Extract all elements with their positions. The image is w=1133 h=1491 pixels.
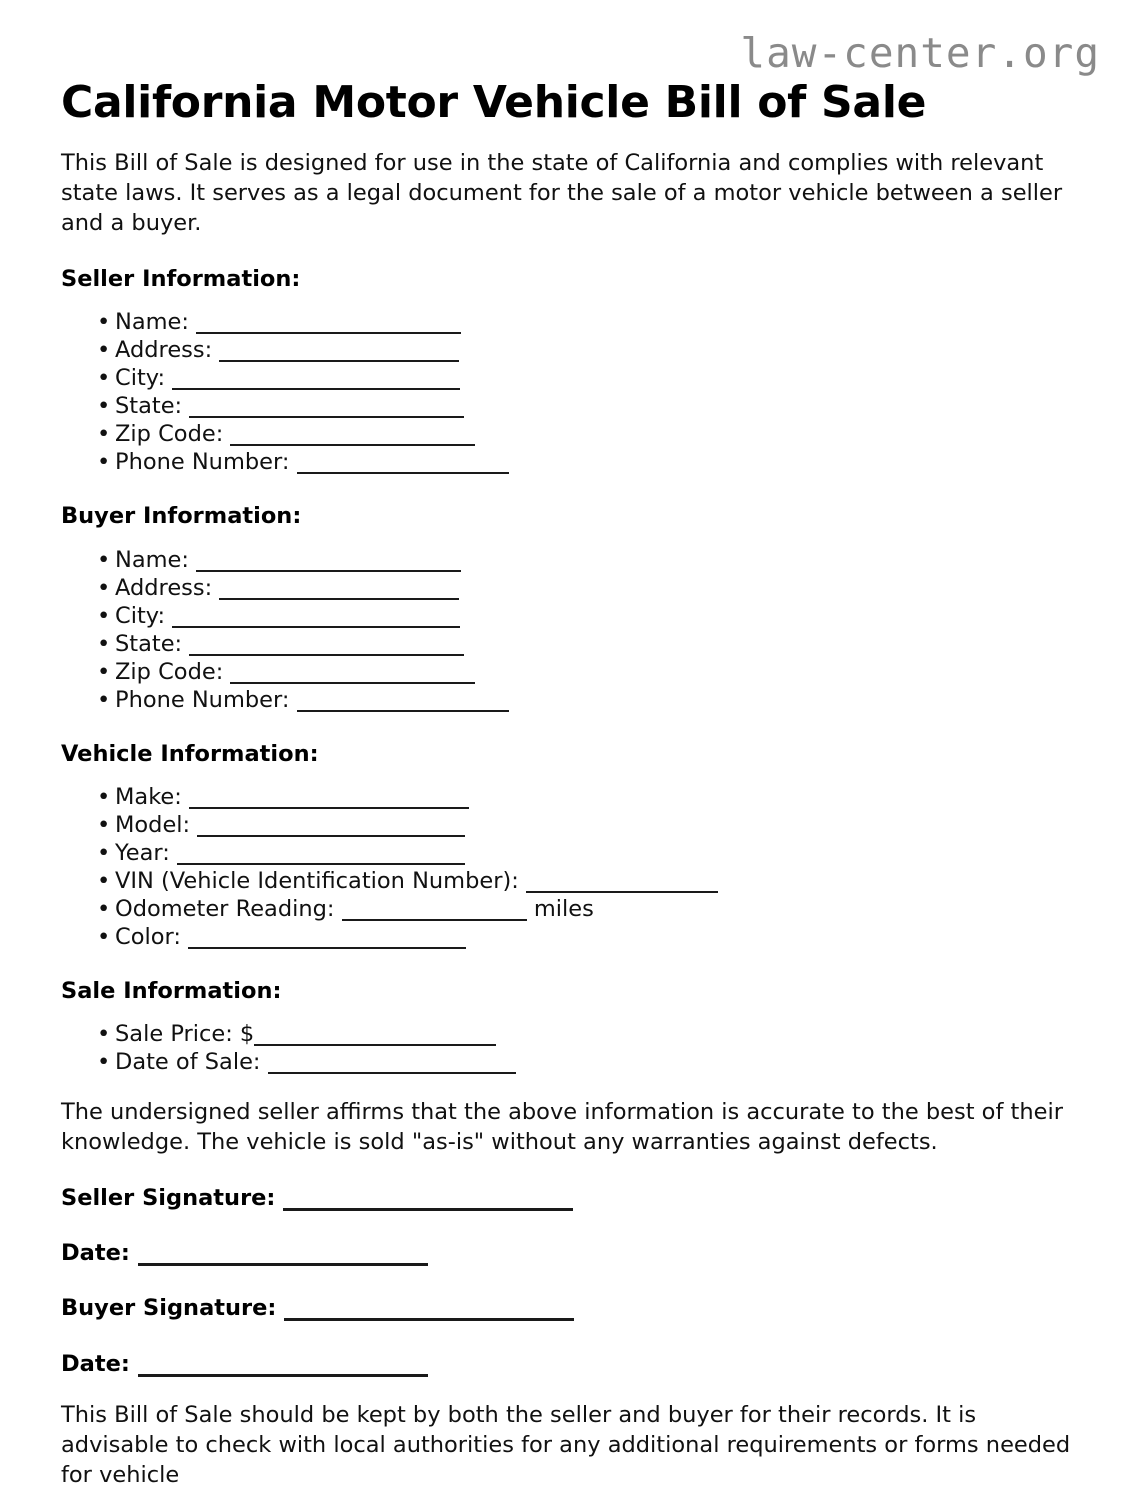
- signature-label: Buyer Signature:: [61, 1295, 277, 1322]
- bullet-icon: •: [97, 839, 111, 866]
- field-label: Address:: [115, 337, 213, 364]
- field-row: [61, 811, 1072, 839]
- field-label: Zip Code:: [115, 658, 224, 685]
- bullet-icon: •: [97, 546, 111, 573]
- field-row: [61, 364, 1072, 392]
- field-label: City:: [115, 602, 166, 629]
- field-label: State:: [115, 393, 183, 420]
- field-row: [61, 867, 1072, 895]
- bullet-icon: •: [97, 1021, 111, 1048]
- field-label: State:: [115, 630, 183, 657]
- buyer-field-list: [61, 546, 1072, 714]
- fill-in-blank[interactable]: [268, 1072, 516, 1074]
- signature-blank[interactable]: [138, 1374, 428, 1377]
- field-row: [61, 420, 1072, 448]
- field-label: Date of Sale:: [115, 1049, 261, 1076]
- bullet-icon: •: [97, 630, 111, 657]
- field-label: Model:: [115, 811, 191, 838]
- sale-field-list: [61, 1020, 1072, 1076]
- signature-row: [61, 1350, 1072, 1379]
- field-row: [61, 839, 1072, 867]
- site-watermark: law-center.org: [740, 29, 1100, 77]
- bullet-icon: •: [97, 1049, 111, 1076]
- bullet-icon: •: [97, 658, 111, 685]
- closing-paragraph: This Bill of Sale should be kept by both the seller and buyer for their records. It is advisable to check with local authorities for any additional requirements or forms needed for vehicle: [61, 1401, 1071, 1488]
- bullet-icon: •: [97, 337, 111, 364]
- fill-in-blank[interactable]: [297, 472, 509, 474]
- fill-in-blank[interactable]: [197, 835, 465, 837]
- field-row: [61, 923, 1072, 951]
- field-row: [61, 895, 1072, 923]
- field-row: [61, 336, 1072, 364]
- field-row: [61, 602, 1072, 630]
- fill-in-blank[interactable]: [177, 863, 465, 865]
- affirmation-paragraph: The undersigned seller affirms that the above information is accurate to the best of their knowledge. The vehicle is sold "as-is" without any warranties against defects.: [61, 1099, 1063, 1155]
- field-label: Address:: [115, 574, 213, 601]
- field-label: Phone Number:: [115, 686, 290, 713]
- bullet-icon: •: [97, 393, 111, 420]
- bullet-icon: •: [97, 923, 111, 950]
- field-label: City:: [115, 365, 166, 392]
- seller-field-list: [61, 308, 1072, 476]
- field-row: [61, 308, 1072, 336]
- field-row: [61, 783, 1072, 811]
- field-label: Zip Code:: [115, 421, 224, 448]
- bullet-icon: •: [97, 867, 111, 894]
- signature-block: [61, 1184, 1072, 1379]
- bullet-icon: •: [97, 783, 111, 810]
- bullet-icon: •: [97, 309, 111, 336]
- fill-in-blank[interactable]: [189, 416, 464, 418]
- fill-in-blank[interactable]: [189, 654, 464, 656]
- buyer-section-heading: Buyer Information:: [61, 503, 302, 530]
- vehicle-section-heading: Vehicle Information:: [61, 740, 319, 767]
- field-row: [61, 1048, 1072, 1076]
- field-unit-label: miles: [533, 895, 594, 922]
- fill-in-blank[interactable]: [172, 626, 460, 628]
- fill-in-blank[interactable]: [196, 332, 461, 334]
- field-row: [61, 448, 1072, 476]
- bullet-icon: •: [97, 602, 111, 629]
- field-row: [61, 574, 1072, 602]
- field-label: Make:: [115, 783, 182, 810]
- fill-in-blank[interactable]: [196, 570, 461, 572]
- seller-section-heading: Seller Information:: [61, 266, 301, 293]
- signature-label: Date:: [61, 1350, 130, 1377]
- signature-row: [61, 1239, 1072, 1268]
- field-label: Color:: [115, 923, 181, 950]
- bullet-icon: •: [97, 449, 111, 476]
- fill-in-blank[interactable]: [219, 360, 459, 362]
- fill-in-blank[interactable]: [342, 919, 527, 921]
- fill-in-blank[interactable]: [172, 388, 460, 390]
- fill-in-blank[interactable]: [219, 598, 459, 600]
- bullet-icon: •: [97, 421, 111, 448]
- bullet-icon: •: [97, 365, 111, 392]
- signature-row: [61, 1294, 1072, 1323]
- signature-blank[interactable]: [284, 1318, 574, 1321]
- field-label: Sale Price: $: [115, 1021, 255, 1048]
- field-label: VIN (Vehicle Identification Number):: [115, 867, 519, 894]
- field-label: Name:: [115, 309, 189, 336]
- fill-in-blank[interactable]: [526, 891, 718, 893]
- field-row: [61, 1020, 1072, 1048]
- fill-in-blank[interactable]: [188, 947, 466, 949]
- sale-section-heading: Sale Information:: [61, 977, 282, 1004]
- field-label: Phone Number:: [115, 449, 290, 476]
- bullet-icon: •: [97, 574, 111, 601]
- field-row: [61, 546, 1072, 574]
- fill-in-blank[interactable]: [230, 444, 475, 446]
- fill-in-blank[interactable]: [189, 807, 469, 809]
- signature-row: [61, 1184, 1072, 1213]
- vehicle-field-list: [61, 783, 1072, 951]
- fill-in-blank[interactable]: [230, 682, 475, 684]
- field-label: Name:: [115, 546, 189, 573]
- field-row: [61, 686, 1072, 714]
- signature-blank[interactable]: [138, 1263, 428, 1266]
- field-row: [61, 630, 1072, 658]
- bullet-icon: •: [97, 811, 111, 838]
- page-title: California Motor Vehicle Bill of Sale: [61, 77, 927, 128]
- bullet-icon: •: [97, 686, 111, 713]
- bullet-icon: •: [97, 895, 111, 922]
- field-row: [61, 658, 1072, 686]
- field-row: [61, 392, 1072, 420]
- fill-in-blank[interactable]: [297, 710, 509, 712]
- intro-paragraph: This Bill of Sale is designed for use in the state of California and complies with relevant state laws. It serves as a legal document for the sale of a motor vehicle between a seller and a buyer.: [61, 150, 1063, 237]
- signature-blank[interactable]: [283, 1208, 573, 1211]
- fill-in-blank[interactable]: [254, 1044, 496, 1046]
- field-label: Odometer Reading:: [115, 895, 335, 922]
- signature-label: Date:: [61, 1240, 130, 1267]
- field-label: Year:: [115, 839, 170, 866]
- signature-label: Seller Signature:: [61, 1184, 276, 1211]
